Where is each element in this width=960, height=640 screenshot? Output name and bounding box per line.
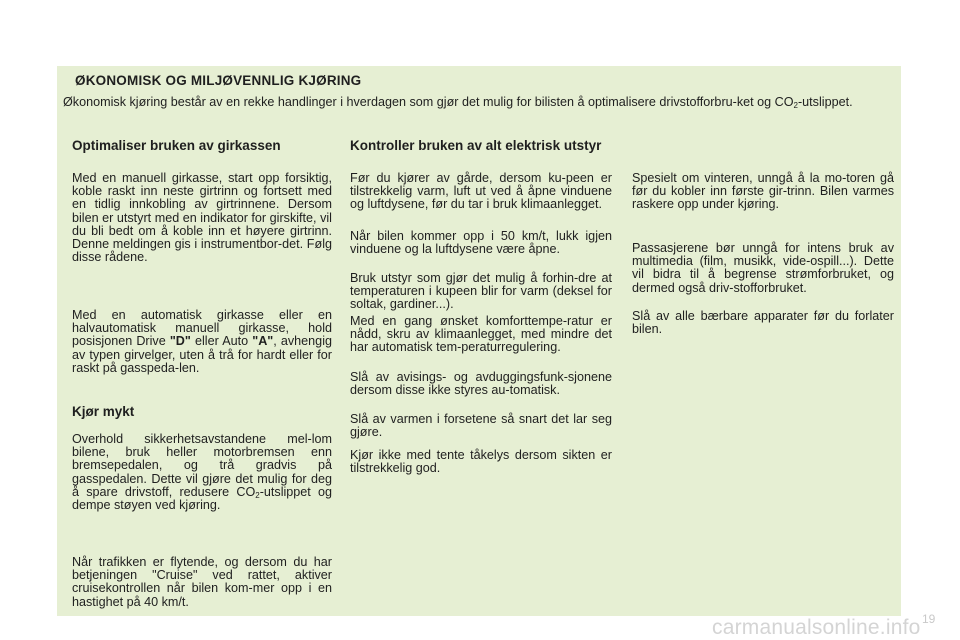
section-title: ØKONOMISK OG MILJØVENNLIG KJØRING (75, 73, 362, 88)
electric-heading: Kontroller bruken av alt elektrisk utstyr (350, 138, 602, 153)
winter-p1-block (632, 172, 894, 212)
smooth-heading: Kjør mykt (72, 404, 135, 419)
intro-paragraph: Økonomisk kjøring består av en rekke handlinger i hverdagen som gjør det mulig for bilisten å optimalisere drivstofforbru-ket og $CO_2$-utslippet. (63, 95, 853, 110)
electric-block (350, 138, 612, 153)
electric-p5-block (350, 371, 612, 397)
electric-paragraph-1: Før du kjører av gårde, dersom ku-peen er tilstrekkelig varm, luft ut ved å åpne vinduene og luftdysene, før du tar i bruk klimaanlegget. (350, 171, 612, 212)
electric-p4-block (350, 315, 612, 355)
winter-paragraph-2: Passasjerene bør unngå for intens bruk av multimedia (film, musikk, vide-ospill...). Dette vil bidra til å begrense strømforbruket, og dermed også driv-stofforbruket. (632, 241, 894, 295)
winter-paragraph-3: Slå av alle bærbare apparater før du forlater bilen. (632, 309, 894, 337)
gearbox-block (72, 138, 332, 153)
gearbox-manual-block (72, 172, 332, 264)
winter-p2-block (632, 242, 894, 295)
electric-paragraph-5: Slå av avisings- og avduggingsfunk-sjonene dersom disse ikke styres au-tomatisk. (350, 370, 612, 398)
gearbox-manual-paragraph: Med en manuell girkasse, start opp forsiktig, koble raskt inn neste girtrinn og fortsett med en tidlig innkobling av girtrinnene. Dersom bilen er utstyrt med en indikator for girskifte, vil du bli bedt om å koble inn et høyere girtrinn. Denne meldingen gis i instrumentbor-det. Følg disse rådene. (72, 171, 332, 265)
winter-paragraph-1: Spesielt om vinteren, unngå å la mo-toren gå før du kobler inn første gir-trinn. Bilen varmes raskere opp under kjøring. (632, 171, 894, 212)
cruise-block (72, 556, 332, 609)
electric-p2-block (350, 230, 612, 256)
gearbox-auto-block (72, 309, 332, 375)
electric-paragraph-6: Slå av varmen i forsetene så snart det lar seg gjøre. (350, 412, 612, 440)
electric-p3-block (350, 272, 612, 312)
electric-p6-block (350, 413, 612, 439)
smooth-p1-block (72, 433, 332, 512)
electric-paragraph-7: Kjør ikke med tente tåkelys dersom sikten er tilstrekkelig god. (350, 448, 612, 476)
electric-paragraph-2: Når bilen kommer opp i 50 km/t, lukk igjen vinduene og la luftdysene være åpne. (350, 229, 612, 257)
smooth-paragraph: Overhold sikkerhetsavstandene mel-lom bilene, bruk heller motorbremsen enn bremsepedalen, og trå gradvis på gasspedalen. Dette vil gjøre det mulig for deg å spare drivstoff, redusere $CO_2$-utslippet og dempe støyen ved kjøring. (72, 432, 333, 513)
smooth-block (72, 404, 332, 419)
watermark-text: carmanualsonline.info (712, 616, 921, 639)
cruise-paragraph: Når trafikken er flytende, og dersom du har betjeningen "Cruise" ved rattet, aktiver cruisekontrollen når bilen kom-mer opp i en hastighet på 40 km/t. (72, 555, 332, 609)
gearbox-auto-paragraph: Med en automatisk girkasse eller en halvautomatisk manuell girkasse, hold posisjonen Drive "D" eller Auto "A", avhengig av typen girvelger, uten å trå for hardt eller for raskt på gasspeda-len. (72, 308, 332, 375)
electric-p1-block (350, 172, 612, 212)
electric-p7-block (350, 449, 612, 475)
winter-p3-block (632, 310, 894, 336)
electric-paragraph-3: Bruk utstyr som gjør det mulig å forhin-dre at temperaturen i kupeen blir for varm (deksel for soltak, gardiner...). (350, 271, 612, 312)
page-number: 19 (922, 612, 936, 626)
electric-paragraph-4: Med en gang ønsket komforttempe-ratur er nådd, skru av klimaanlegget, med mindre det har automatisk tem-peraturregulering. (350, 314, 612, 355)
gearbox-heading: Optimaliser bruken av girkassen (72, 138, 281, 153)
